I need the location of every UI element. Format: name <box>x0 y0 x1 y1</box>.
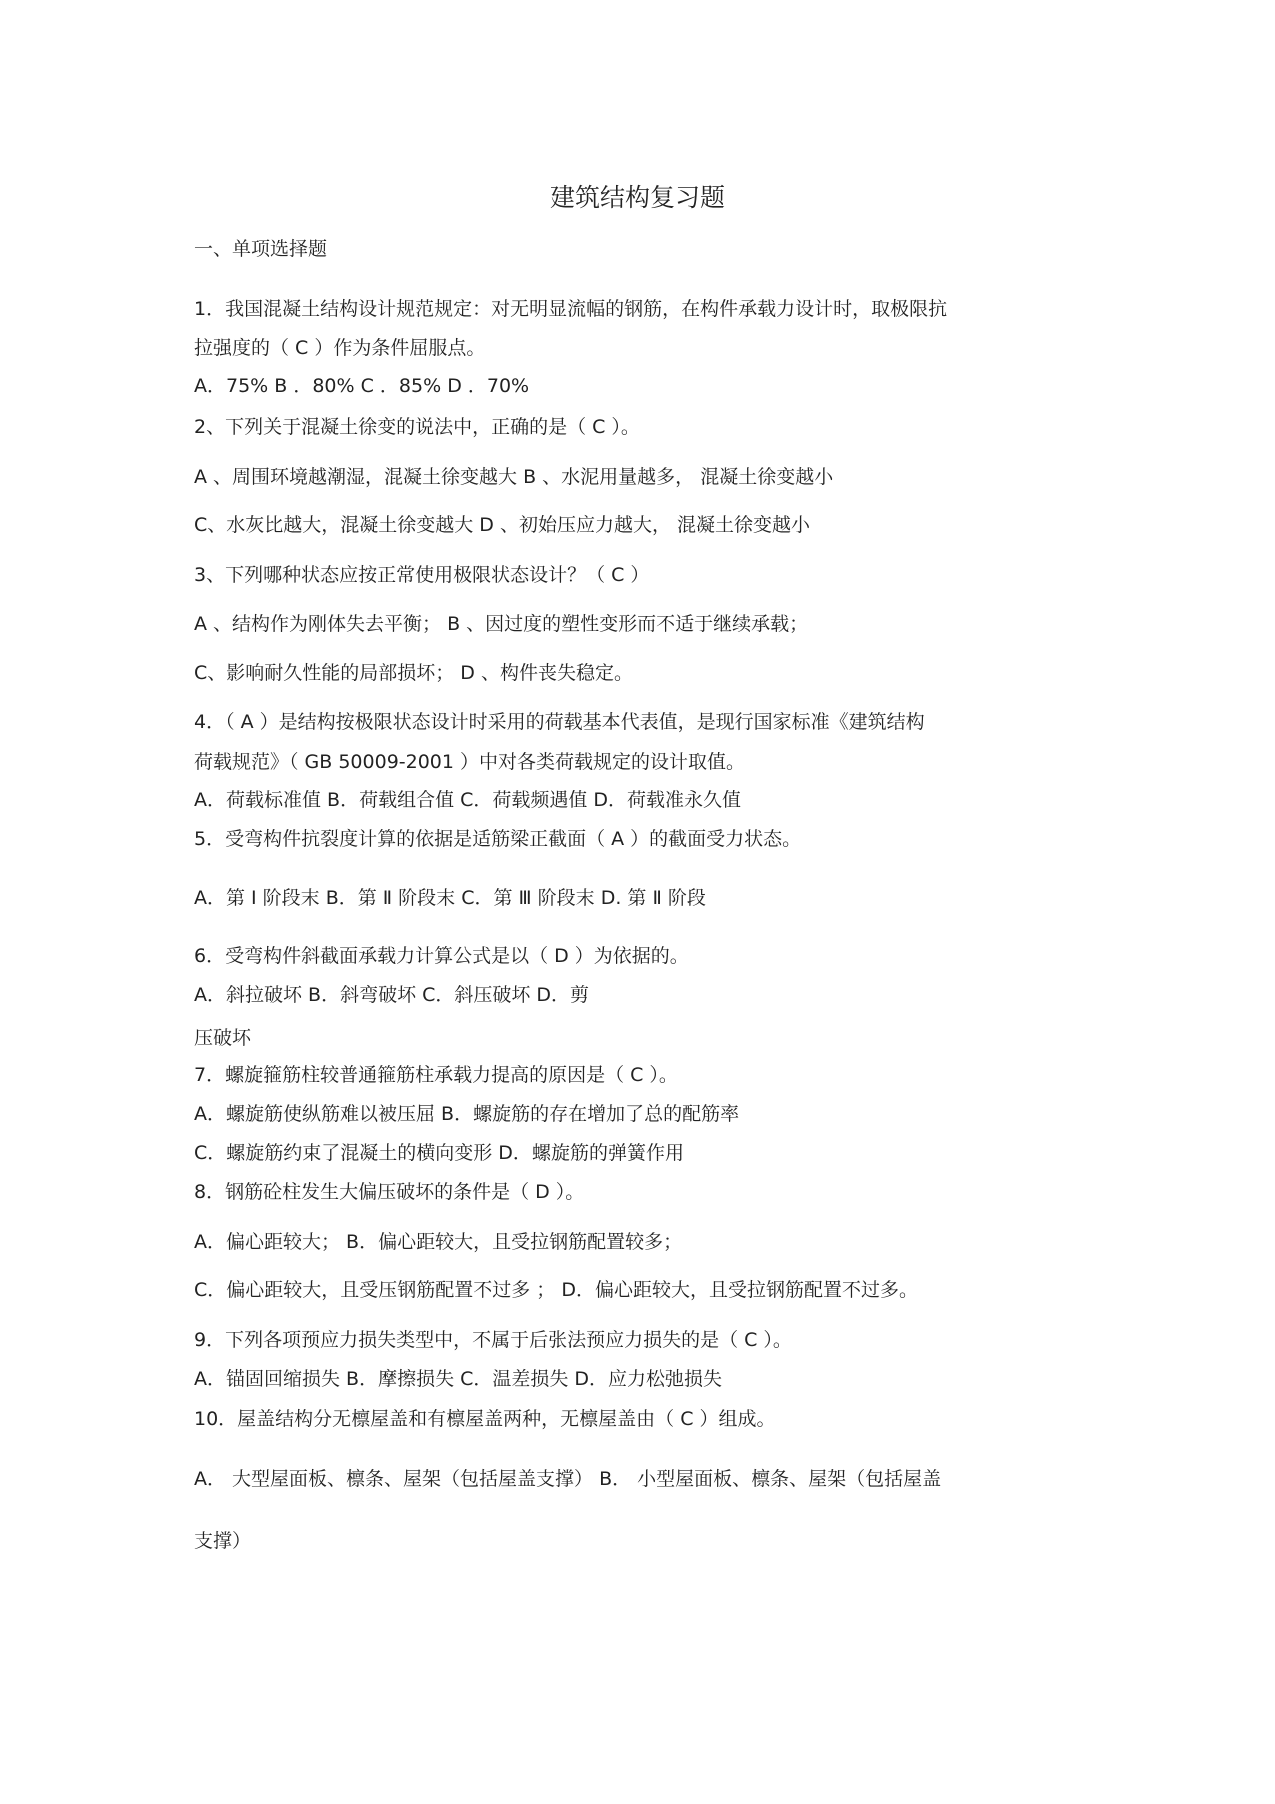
question-2-stem: 2、下列关于混凝土徐变的说法中，正确的是（ C ）。 <box>194 416 640 438</box>
section-heading: 一、单项选择题 <box>194 238 328 260</box>
question-1-options: A．75% B ．80% C ．85% D ．70% <box>194 375 530 397</box>
question-6-stem: 6．受弯构件斜截面承载力计算公式是以（ D ）为依据的。 <box>194 945 689 967</box>
question-1-line-2: 拉强度的（ C ）作为条件屈服点。 <box>194 337 486 359</box>
question-3-options-ab: A 、结构作为刚体失去平衡； B 、因过度的塑性变形而不适于继续承载； <box>194 613 809 635</box>
question-9-options: A．锚固回缩损失 B．摩擦损失 C．温差损失 D．应力松弛损失 <box>194 1368 723 1390</box>
page-title: 建筑结构复习题 <box>549 183 725 212</box>
question-2-options-cd: C、水灰比越大，混凝土徐变越大 D 、初始压应力越大， 混凝土徐变越小 <box>194 514 811 536</box>
question-8-stem: 8．钢筋砼柱发生大偏压破坏的条件是（ D ）。 <box>194 1181 585 1203</box>
question-2-options-ab: A 、周围环境越潮湿，混凝土徐变越大 B 、水泥用量越多， 混凝土徐变越小 <box>194 466 834 488</box>
question-10-options-wrap: 支撑） <box>194 1530 252 1552</box>
question-7-stem: 7．螺旋箍筋柱较普通箍筋柱承载力提高的原因是（ C ）。 <box>194 1064 678 1086</box>
question-4-options: A．荷载标准值 B．荷载组合值 C．荷载频遇值 D．荷载准永久值 <box>194 789 742 811</box>
question-7-options-cd: C．螺旋筋约束了混凝土的横向变形 D．螺旋筋的弹簧作用 <box>194 1142 684 1164</box>
question-8-options-cd: C．偏心距较大，且受压钢筋配置不过多 ； D．偏心距较大，且受拉钢筋配置不过多。 <box>194 1279 918 1301</box>
question-3-stem: 3、下列哪种状态应按正常使用极限状态设计？（ C ） <box>194 564 650 586</box>
question-4-line-2: 荷载规范》（ GB 50009-2001 ）中对各类荷载规定的设计取值。 <box>194 751 746 773</box>
question-8-options-ab: A．偏心距较大； B．偏心距较大，且受拉钢筋配置较多； <box>194 1231 683 1253</box>
question-7-options-ab: A．螺旋筋使纵筋难以被压屈 B．螺旋筋的存在增加了总的配筋率 <box>194 1103 740 1125</box>
question-1-line-1: 1．我国混凝土结构设计规范规定：对无明显流幅的钢筋，在构件承载力设计时，取极限抗 <box>194 298 948 320</box>
question-10-options-ab: A． 大型屋面板、檩条、屋架（包括屋盖支撑） B． 小型屋面板、檩条、屋架（包括屋盖 <box>194 1468 942 1490</box>
question-4-line-1: 4．（ A ）是结构按极限状态设计时采用的荷载基本代表值，是现行国家标准《建筑结构 <box>194 711 925 733</box>
question-5-stem: 5．受弯构件抗裂度计算的依据是适筋梁正截面（ A ）的截面受力状态。 <box>194 828 802 850</box>
question-9-stem: 9．下列各项预应力损失类型中，不属于后张法预应力损失的是（ C ）。 <box>194 1329 792 1351</box>
question-6-options: A．斜拉破坏 B．斜弯破坏 C．斜压破坏 D．剪 <box>194 984 590 1006</box>
question-10-stem: 10．屋盖结构分无檩屋盖和有檩屋盖两种，无檩屋盖由（ C ）组成。 <box>194 1408 776 1430</box>
question-5-options: A．第 Ⅰ 阶段末 B．第 Ⅱ 阶段末 C．第 Ⅲ 阶段末 D. 第 Ⅱ 阶段 <box>194 887 706 909</box>
question-3-options-cd: C、影响耐久性能的局部损坏； D 、构件丧失稳定。 <box>194 662 633 684</box>
question-6-options-wrap: 压破坏 <box>194 1027 252 1049</box>
